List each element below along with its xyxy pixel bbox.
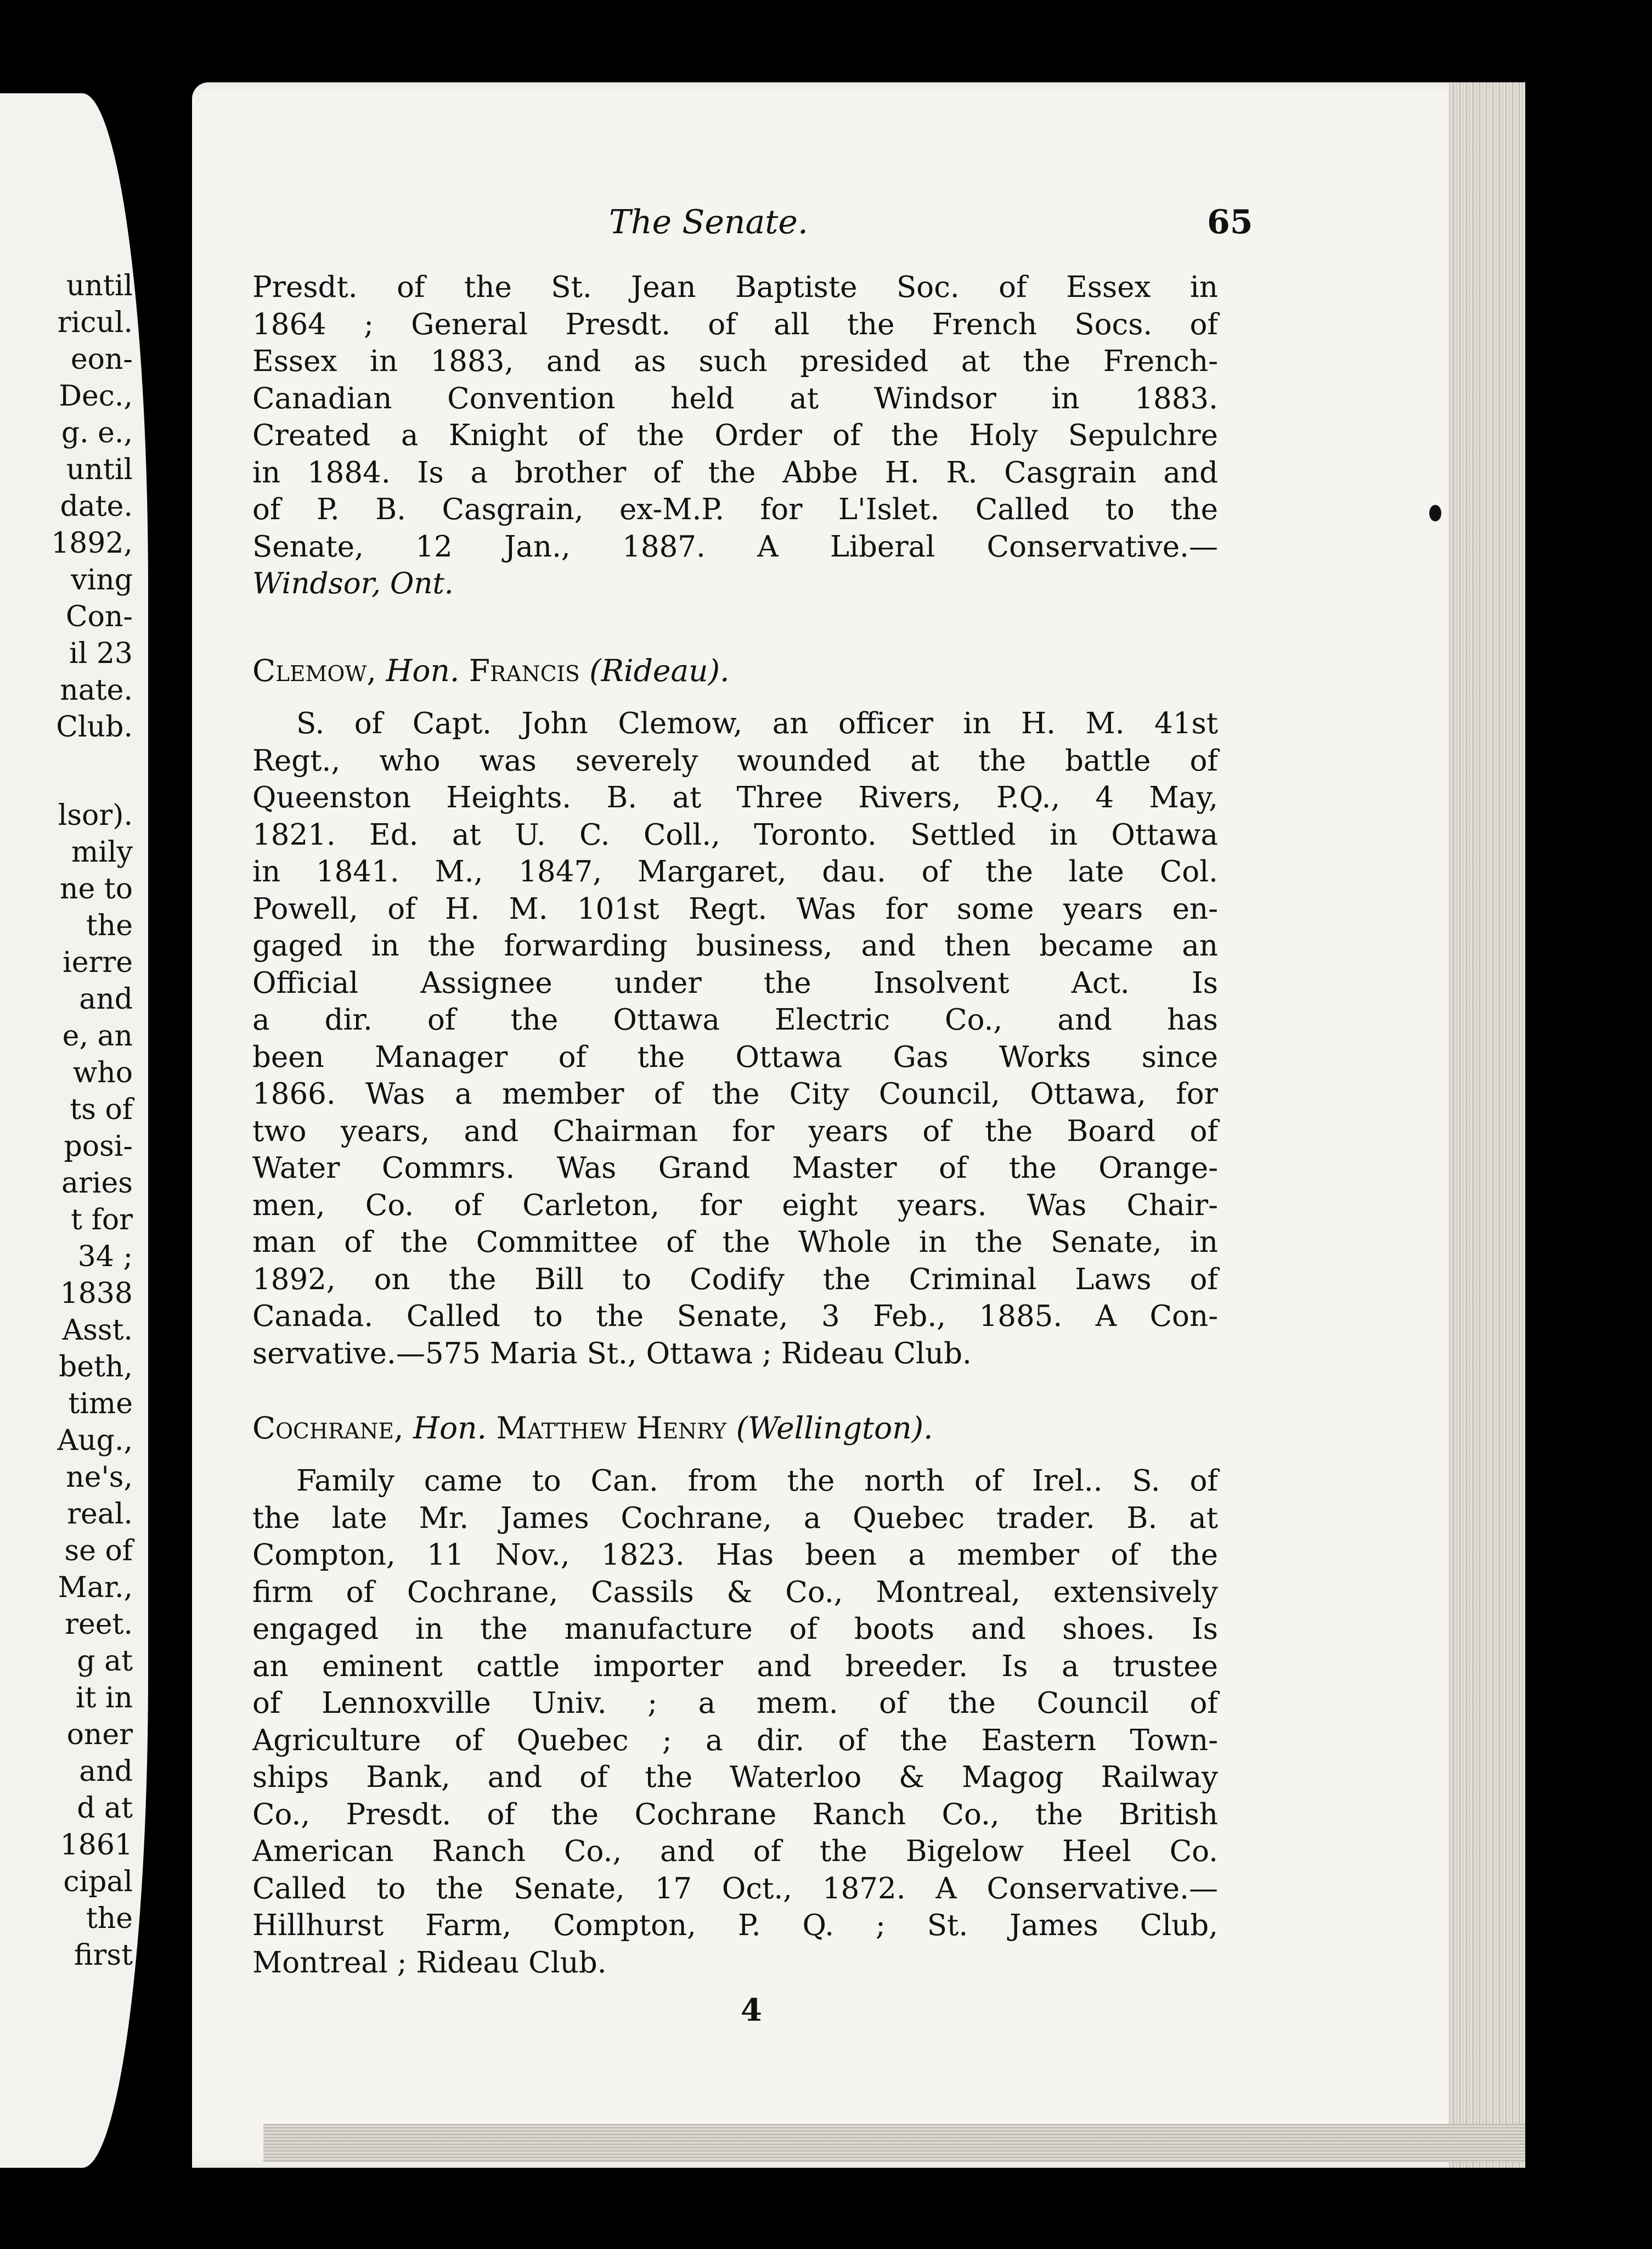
senate-division: (Wellington). [736, 1410, 933, 1446]
text-line: American Ranch Co., and of the Bigelow Heel Co. [252, 1835, 1218, 1868]
margin-fragment: Club. [56, 711, 133, 744]
margin-fragment: g at [77, 1645, 133, 1678]
margin-fragment: lsor). [58, 799, 133, 832]
margin-fragment: time [68, 1387, 133, 1420]
given-name: Francis [469, 653, 580, 688]
text-line: Queenston Heights. B. at Three Rivers, P.Q., 4 May, [252, 781, 1218, 814]
text-line: Water Commrs. Was Grand Master of the Orange- [252, 1151, 1218, 1185]
text-line: Senate, 12 Jan., 1887. A Liberal Conservative.— [252, 530, 1218, 564]
text-line: of Lennoxville Univ. ; a mem. of the Council of [252, 1686, 1218, 1720]
margin-fragment: mily [71, 836, 133, 869]
page-number: 65 [1207, 203, 1253, 241]
text-line: Co., Presdt. of the Cochrane Ranch Co., the British [252, 1797, 1218, 1831]
margin-fragment: ierre [63, 946, 133, 979]
margin-fragment: until [66, 453, 133, 486]
text-line: Essex in 1883, and as such presided at the French- [252, 345, 1218, 378]
honorific: Hon. [413, 1410, 487, 1446]
margin-fragment: e, an [62, 1020, 133, 1053]
text-line: 1866. Was a member of the City Council, Ottawa, for [252, 1077, 1218, 1111]
margin-fragment: 1892, [51, 527, 133, 560]
margin-fragment: t for [71, 1204, 133, 1236]
text-line: 1821. Ed. at U. C. Coll., Toronto. Settled in Ottawa [252, 818, 1218, 852]
text-line: in 1884. Is a brother of the Abbe H. R. Casgrain and [252, 456, 1218, 490]
margin-fragment: Mar., [58, 1571, 133, 1604]
text-line: the late Mr. James Cochrane, a Quebec trader. B. at [252, 1501, 1218, 1535]
margin-fragment: posi- [64, 1130, 133, 1163]
margin-fragment: 1861 [60, 1829, 133, 1862]
text-line: servative.—575 Maria St., Ottawa ; Rideau Club. [252, 1336, 972, 1370]
entry-heading-clemow [252, 653, 730, 688]
text-line: man of the Committee of the Whole in the Senate, in [252, 1225, 1218, 1259]
surname: Cochrane, [252, 1410, 404, 1446]
margin-fragment: ne's, [66, 1461, 133, 1494]
text-line: firm of Cochrane, Cassils & Co., Montreal, extensively [252, 1575, 1218, 1609]
margin-fragment: nate. [60, 674, 133, 707]
running-head: The Senate. [609, 203, 808, 241]
text-line: 1864 ; General Presdt. of all the French Socs. of [252, 307, 1218, 341]
margin-fragment: the [86, 1902, 133, 1935]
surname: Clemow, [252, 653, 376, 688]
text-line: Family came to Can. from the north of Irel.. S. of [296, 1464, 1218, 1498]
text-line: men, Co. of Carleton, for eight years. Was Chair- [252, 1188, 1218, 1222]
margin-fragment: ving [71, 564, 133, 597]
senate-division: (Rideau). [589, 653, 730, 688]
margin-fragment: il 23 [69, 637, 133, 670]
margin-fragment: aries [61, 1167, 133, 1200]
margin-fragment: se of [64, 1534, 133, 1567]
text-line: Official Assignee under the Insolvent Act. Is [252, 966, 1218, 1000]
text-line: Presdt. of the St. Jean Baptiste Soc. of Essex in [252, 271, 1218, 304]
margin-fragment: ts of [70, 1093, 133, 1126]
margin-fragment: the [86, 909, 133, 942]
honorific: Hon. [386, 653, 460, 688]
margin-fragment: ricul. [57, 306, 133, 339]
text-line: Canada. Called to the Senate, 3 Feb., 1885. A Con- [252, 1300, 1218, 1333]
margin-fragment: it in [75, 1682, 133, 1714]
margin-fragment: ne to [60, 873, 133, 906]
text-line: been Manager of the Ottawa Gas Works since [252, 1040, 1218, 1074]
margin-fragment: who [72, 1056, 133, 1089]
margin-fragment: Con- [65, 600, 133, 633]
margin-fragment: Aug., [57, 1424, 133, 1457]
text-line: S. of Capt. John Clemow, an officer in H. M. 41st [296, 707, 1218, 740]
left-page-fragment [0, 93, 148, 2168]
given-name: Matthew Henry [496, 1410, 727, 1446]
margin-fragment: and [79, 1755, 133, 1788]
text-line: ships Bank, and of the Waterloo & Magog Railway [252, 1761, 1218, 1794]
margin-fragment: eon- [70, 343, 133, 376]
text-line: Called to the Senate, 17 Oct., 1872. A Conservative.— [252, 1871, 1218, 1905]
margin-fragment: first [74, 1939, 133, 1972]
page-edge-bottom [263, 2124, 1525, 2162]
text-line: gaged in the forwarding business, and then became an [252, 929, 1218, 963]
margin-fragment: oner [66, 1718, 133, 1751]
text-line: of P. B. Casgrain, ex-M.P. for L'Islet. Called to the [252, 493, 1218, 526]
margin-fragment: reet. [65, 1608, 133, 1641]
entry-cochrane-body [252, 1463, 1218, 1981]
text-line: Powell, of H. M. 101st Regt. Was for some years en- [252, 892, 1218, 926]
ink-spot [1429, 505, 1441, 521]
margin-fragment: Asst. [62, 1314, 133, 1347]
text-line: a dir. of the Ottawa Electric Co., and has [252, 1003, 1218, 1037]
signature-mark: 4 [741, 1992, 762, 2028]
margin-fragment: date. [60, 490, 133, 523]
margin-fragment: 34 ; [77, 1240, 133, 1273]
margin-fragment: until [66, 269, 133, 302]
text-line: in 1841. M., 1847, Margaret, dau. of the late Col. [252, 855, 1218, 889]
page-edge-right [1448, 82, 1525, 2168]
entry-clemow-body [252, 705, 1218, 1372]
text-line: Regt., who was severely wounded at the battle of [252, 744, 1218, 778]
margin-fragment: beth, [59, 1351, 133, 1384]
text-line: 1892, on the Bill to Codify the Criminal Laws of [252, 1262, 1218, 1296]
text-line: an eminent cattle importer and breeder. Is a trustee [252, 1649, 1218, 1683]
margin-fragment: Dec., [59, 380, 133, 413]
margin-fragment: cipal [63, 1865, 133, 1898]
text-line: Montreal ; Rideau Club. [252, 1946, 607, 1980]
margin-fragment: and [79, 983, 133, 1016]
margin-fragment: real. [67, 1498, 133, 1531]
text-line: Agriculture of Quebec ; a dir. of the Eastern Town- [252, 1723, 1218, 1757]
text-line: two years, and Chairman for years of the Board of [252, 1114, 1218, 1148]
margin-fragment: g. e., [61, 417, 133, 449]
margin-fragment: 1838 [60, 1277, 133, 1310]
margin-fragment: d at [77, 1792, 133, 1825]
text-line: Compton, 11 Nov., 1823. Has been a member of the [252, 1538, 1218, 1572]
text-line: Created a Knight of the Order of the Holy Sepulchre [252, 419, 1218, 452]
entry-casgrain-continued [252, 269, 1218, 603]
text-line: engaged in the manufacture of boots and shoes. Is [252, 1612, 1218, 1646]
text-line: Canadian Convention held at Windsor in 1883. [252, 381, 1218, 415]
text-line: Hillhurst Farm, Compton, P. Q. ; St. James Club, [252, 1909, 1218, 1942]
text-line: Windsor, Ont. [252, 567, 454, 600]
entry-heading-cochrane [252, 1410, 933, 1446]
